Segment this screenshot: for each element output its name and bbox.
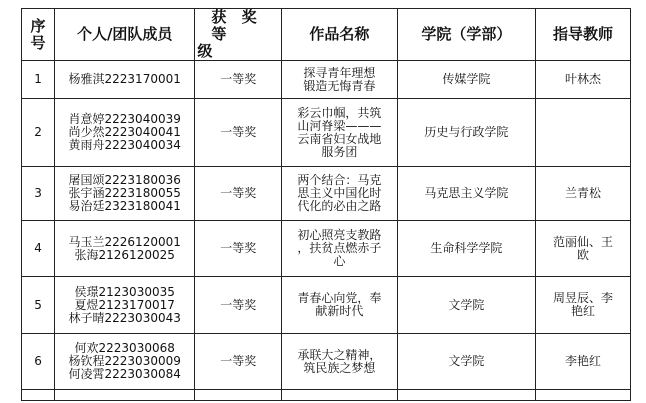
cell-work: 两个结合：马克 思主义中国化时 代化的必由之路 xyxy=(282,167,398,221)
cell-teacher: 周昱辰、李 艳红 xyxy=(536,277,631,334)
header-award-level xyxy=(195,9,282,61)
cell-school: 生命科学学院 xyxy=(397,221,535,277)
cell-award: 一等奖 xyxy=(195,221,282,277)
header-teacher: 指导教师 xyxy=(536,9,631,61)
cell-work: 彩云巾帼，共筑 山河脊梁——— 云南省妇女战地 服务团 xyxy=(282,99,398,167)
cell-index: 2 xyxy=(22,99,55,167)
table-row xyxy=(22,221,631,277)
header-row xyxy=(22,9,631,61)
award-table xyxy=(21,8,631,401)
cell-teacher: 李艳红 xyxy=(536,334,631,390)
cell-work: 探寻青年理想 锻造无悔青春 xyxy=(282,61,398,99)
cell-members: 何欢2223030068 杨钦程2223030009 何凌霄2223030084 xyxy=(55,334,195,390)
cell-teacher: 叶林杰 xyxy=(536,61,631,99)
cell-award: 一等奖 xyxy=(195,61,282,99)
cell-members: 杨雅淇2223170001 xyxy=(55,61,195,99)
cell-index: 3 xyxy=(22,167,55,221)
header-work: 作品名称 xyxy=(282,9,398,61)
header-award-line2: 级 xyxy=(197,42,213,60)
header-school: 学院（学部） xyxy=(397,9,535,61)
table-row xyxy=(22,334,631,390)
cell-members: 肖意婷2223040039 尚少然2223040041 黄雨舟2223040034 xyxy=(55,99,195,167)
cell-teacher: 范丽仙、王 欧 xyxy=(536,221,631,277)
cell-index: 1 xyxy=(22,61,55,99)
header-award-line1: 获 奖 等 xyxy=(211,8,262,43)
cell-members: 马玉兰2226120001 张海2126120025 xyxy=(55,221,195,277)
cell-work: 承联大之精神， 筑民族之梦想 xyxy=(282,334,398,390)
cell-award: 一等奖 xyxy=(195,167,282,221)
cell-school: 历史与行政学院 xyxy=(397,99,535,167)
cell-teacher xyxy=(536,99,631,167)
cell-work: 青春心向党，奉 献新时代 xyxy=(282,277,398,334)
table-row xyxy=(22,99,631,167)
cell-index: 6 xyxy=(22,334,55,390)
cell-index: 4 xyxy=(22,221,55,277)
cell-work: 初心照亮支教路 ，扶贫点燃赤子 心 xyxy=(282,221,398,277)
cell-index: 5 xyxy=(22,277,55,334)
table-row xyxy=(22,167,631,221)
table-row xyxy=(22,61,631,99)
cell-award: 一等奖 xyxy=(195,277,282,334)
cell-school: 文学院 xyxy=(397,277,535,334)
cell-members: 侯璟2123030035 夏煜2123170017 林子晴2223030043 xyxy=(55,277,195,334)
cell-award: 一等奖 xyxy=(195,334,282,390)
cell-members: 屠国颂2223180036 张宇涵2223180055 易治廷2323180041 xyxy=(55,167,195,221)
header-index: 序 号 xyxy=(22,9,55,61)
cell-award: 一等奖 xyxy=(195,99,282,167)
header-members: 个人/团队成员 xyxy=(55,9,195,61)
cell-teacher: 兰青松 xyxy=(536,167,631,221)
table-row xyxy=(22,277,631,334)
cell-school: 文学院 xyxy=(397,334,535,390)
cell-school: 马克思主义学院 xyxy=(397,167,535,221)
table-row-partial xyxy=(22,390,631,401)
cell-school: 传媒学院 xyxy=(397,61,535,99)
